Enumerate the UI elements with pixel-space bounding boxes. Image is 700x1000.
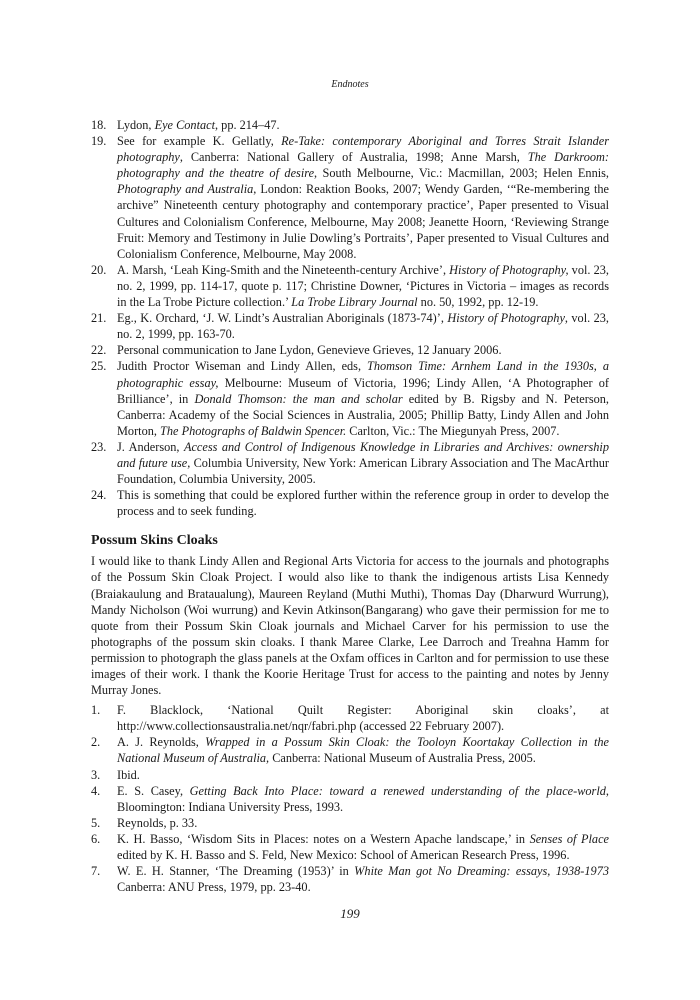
endnote [91,358,609,438]
endnote-number: 20. [91,262,107,277]
endnote [91,439,609,487]
endnote-text-run: , South Melbourne, Vic.: Macmillan, 2003; Helen Ennis, [314,166,609,181]
endnote-text-run: Eg., K. Orchard, ‘J. W. Lindt’s Australian Aboriginals (1873-74)’, [117,311,448,326]
endnote-text [117,439,609,487]
endnote-title-italic: Getting Back Into Place: toward a renewed understanding of the place-world [189,783,606,798]
endnote-number: 1. [91,703,101,718]
endnote-title-italic: The Darkroom: photography and the theatre of desire [117,150,609,181]
endnote-number: 6. [91,831,101,846]
endnote-text-run: Carlton, Vic.: The Miegunyah Press, 2007. [346,423,560,438]
endnote-text-run: , pp. 214–47. [215,118,280,132]
endnote-number: 23. [91,439,107,454]
endnote [91,783,609,815]
endnote-number: 25. [91,359,107,374]
endnote-text [117,342,609,358]
endnote-text [117,262,609,310]
endnote-text-run: Lydon, [117,118,155,132]
endnote-text-run: Canberra: ANU Press, 1979, pp. 23-40. [117,880,311,895]
endnote-text [117,358,609,438]
endnote-text [117,767,609,783]
endnote-number: 21. [91,311,107,326]
endnote-text-run: , Canberra: National Gallery of Australia, 1998; Anne Marsh, [179,150,528,165]
endnote-number: 5. [91,815,101,830]
endnote [91,815,609,831]
endnote [91,117,609,133]
endnote [91,487,609,519]
endnote [91,342,609,358]
endnote-text-run: A. J. Reynolds, [117,735,206,750]
endnote-number: 24. [91,488,107,503]
endnote [91,262,609,310]
endnote-text [117,133,609,262]
endnote-number: 3. [91,767,101,782]
endnote-number: 4. [91,783,101,798]
endnote [91,702,609,734]
endnote [91,863,609,895]
endnote-text-run: Columbia University, New York: American Library Association and The MacArthur Foundation, Columbia University, 2005. [117,455,610,487]
section-endnotes-list [91,702,609,895]
endnote-title-italic: La Trobe Library Journal [291,295,418,310]
endnote-title-italic: History of Photography, [449,262,569,277]
endnote-text-run: , London: Reaktion Books, 2007; Wendy Garden, ‘“Re-membering the archive” Nineteenth century photography and contemporary practice’, Paper presented to Visual Cultures and Colonialism Conference, Melbourne, May 2008; Jeanette Hoorn, ‘Reviewing Strange Fruit: Memory and Testimony in Julie Dowling’s Portraits’, Paper presented to Visual Cultures and Colonialism Conference, Melbourne, May 2008. [117,182,610,261]
section-heading: Possum Skins Cloaks [91,533,218,549]
endnote-text-run: Reynolds, p. 33. [117,815,198,830]
endnote-text-run: no. 50, 1992, pp. 12-19. [417,295,539,310]
endnote-title-italic: Access and Control of Indigenous Knowledge in Libraries and Archives: ownership and future use, [117,439,609,470]
endnote-number: 2. [91,735,101,750]
endnote-number: 22. [91,343,107,358]
endnote-text [117,831,609,863]
endnote-text-run: Melbourne: Museum of Victoria, 1996; Lindy Allen, ‘A Photographer of Brilliance’, in [117,375,609,406]
endnote-text [117,734,609,766]
endnote-text [117,310,609,342]
endnote-number: 7. [91,864,101,879]
page-body [91,117,609,895]
endnote-text-run: vol. 23, no. 2, 1999, pp. 114-17, quote p. 117; Christine Downer, ‘Pictures in Victoria – images as records in the La Trobe Picture collection.’ [117,262,609,310]
endnote-text-run: , Bloomington: Indiana University Press, 1993. [117,783,609,814]
endnote-text-run: E. S. Casey, [117,783,190,798]
endnote-title-italic: Photography and Australia [117,182,254,197]
endnote-title-italic: Eye Contact [154,118,216,132]
endnote [91,734,609,766]
endnote-title-italic: The Photographs of Baldwin Spencer. [160,423,347,438]
endnote-title-italic: Senses of Place [529,831,609,846]
endnote-text-run: edited by B. Rigsby and N. Peterson, Canberra: Academy of the Social Sciences in Australia, 2005; Phillip Batty, Lindy Allen and John Morton, [117,391,609,438]
endnote-text-run: K. H. Basso, ‘Wisdom Sits in Places: notes on a Western Apache landscape,’ in [117,831,530,846]
endnote-text-run: Ibid. [117,767,140,782]
endnote-text [117,815,609,831]
endnote-title-italic: Re-Take: contemporary Aboriginal and Torres Strait Islander photography [117,134,609,165]
endnote [91,767,609,783]
endnote-title-italic: History of Photography [447,311,565,326]
endnotes-list [91,117,609,519]
endnote-text [117,702,609,734]
endnote-number: 18. [91,118,107,132]
endnote-text-run: See for example K. Gellatly, [117,134,282,149]
endnote-text [117,863,609,895]
endnote-text [117,783,609,815]
endnote-title-italic: Wrapped in a Possum Skin Cloak: the Tooloyn Koortakay Collection in the National Museum of Australia, [117,735,609,766]
endnote-title-italic: Donald Thomson: the man and scholar [194,391,403,406]
endnote [91,133,609,262]
endnote-text-run: edited by K. H. Basso and S. Feld, New Mexico: School of American Research Press, 1996. [117,848,570,863]
endnote [91,831,609,863]
endnote-text-run: This is something that could be explored further within the reference group in order to develop the process and to seek funding. [117,488,609,519]
endnote-title-italic: Thomson Time: Arnhem Land in the 1930s, a photographic essay, [117,359,609,390]
page-number: 199 [340,906,360,921]
endnote-text [117,117,609,133]
endnote-text-run: Personal communication to Jane Lydon, Genevieve Grieves, 12 January 2006. [117,343,502,358]
acknowledgements-paragraph: I would like to thank Lindy Allen and Regional Arts Victoria for access to the journals and photographs of the Possum Skin Cloak Project. I would also like to thank the indigenous artists Lisa Kennedy (Braiakaulung and Brataualung), Maureen Reyland (Muthi Muthi), Thomas Day (Dharwurd Wurrung), Mandy Nicholson (Woi wurrung) and Kevin Atkinson(Bangarang) who gave their permission for me to quote from their Possum Skin Cloak journals and Michael Carver for his permission to use the photographs of the possum skin cloaks. I thank Maree Clarke, Lee Darroch and Treahna Hamm for permission to photograph the glass panels at the Oxfam offices in Carlton and for permission to use these images of their work. I thank the Koorie Heritage Trust for access to the painting and notes by Jenny Murray Jones. [91,554,609,698]
endnote [91,310,609,342]
endnote-text-run: Judith Proctor Wiseman and Lindy Allen, eds, [117,359,367,374]
endnote-text-run: F. Blacklock, ‘National Quilt Register: Aboriginal skin cloaks’, at http://www.collectionsaustralia.net/nqr/fabri.php (accessed 22 February 2007). [117,703,609,734]
endnote-text-run: A. Marsh, ‘Leah King-Smith and the Nineteenth-century Archive’, [117,262,450,277]
running-head: Endnotes [331,79,369,90]
endnote-text-run: Canberra: National Museum of Australia Press, 2005. [269,751,536,766]
endnote-text-run: , vol. 23, no. 2, 1999, pp. 163-70. [117,311,609,342]
endnote-text-run: J. Anderson, [117,439,184,454]
endnote-number: 19. [91,134,107,149]
endnote-title-italic: White Man got No Dreaming: essays, 1938-1973 [354,864,610,879]
endnote-text [117,487,609,519]
endnote-text-run: W. E. H. Stanner, ‘The Dreaming (1953)’ in [117,864,355,879]
